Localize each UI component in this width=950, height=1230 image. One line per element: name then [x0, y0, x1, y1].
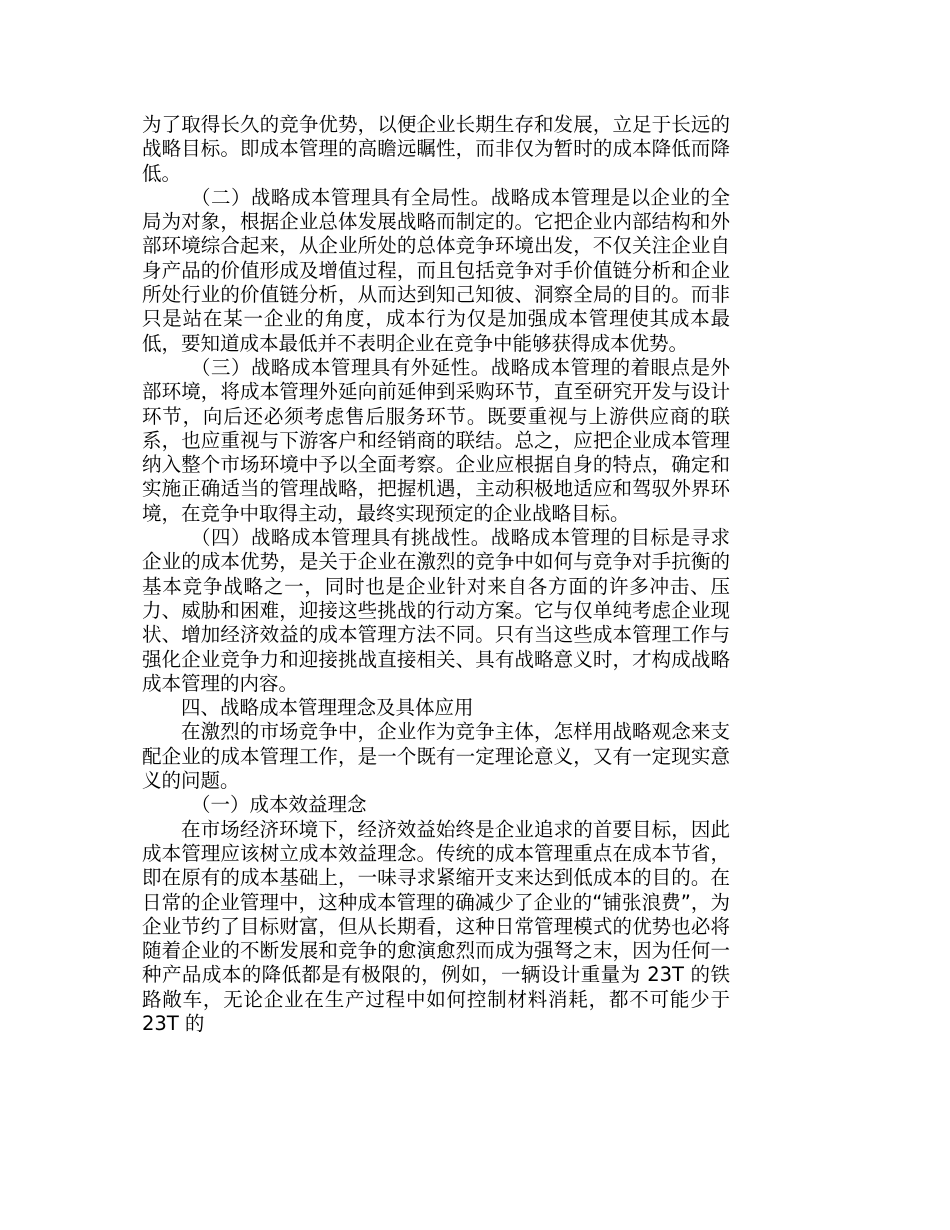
paragraph-5: 在激烈的市场竞争中，企业作为竞争主体，怎样用战略观念来支配企业的成本管理工作，是一个既有一定理论意义，又有一定现实意义的问题。 — [142, 720, 730, 793]
paragraph-4: （四）战略成本管理具有挑战性。战略成本管理的目标是寻求企业的成本优势，是关于企业在激烈的竞争中如何与竞争对手抗衡的基本竞争战略之一，同时也是企业针对来自各方面的许多冲击、压力、威胁和困难，迎接这些挑战的行动方案。它与仅单纯考虑企业现状、增加经济效益的成本管理方法不同。只有当这些成本管理工作与强化企业竞争力和迎接挑战直接相关、具有战略意义时，才构成战略成本管理的内容。 — [142, 526, 730, 695]
paragraph-3: （三）战略成本管理具有外延性。战略成本管理的着眼点是外部环境，将成本管理外延向前延伸到采购环节，直至研究开发与设计环节，向后还必须考虑售后服务环节。既要重视与上游供应商的联系，也应重视与下游客户和经销商的联结。总之，应把企业成本管理纳入整个市场环境中予以全面考察。企业应根据自身的特点，确定和实施正确适当的管理战略，把握机遇，主动积极地适应和驾驭外界环境，在竞争中取得主动，最终实现预定的企业战略目标。 — [142, 355, 730, 525]
subsection-heading-1: （一）成本效益理念 — [191, 793, 367, 817]
paragraph-6: 在市场经济环境下，经济效益始终是企业追求的首要目标，因此成本管理应该树立成本效益理念。传统的成本管理重点在成本节省，即在原有的成本基础上，一味寻求紧缩开支来达到低成本的目的。在日常的企业管理中，这种成本管理的确减少了企业的“铺张浪费”，为企业节约了目标财富，但从长期看，这种日常管理模式的优势也必将随着企业的不断发展和竞争的愈演愈烈而成为强弩之末，因为任何一种产品成本的降低都是有极限的，例如，一辆设计重量为 23T 的铁路敞车，无论企业在生产过程中如何控制材料消耗，都不可能少于 23T 的 — [142, 817, 730, 1035]
paragraph-2: （二）战略成本管理具有全局性。战略成本管理是以企业的全局为对象，根据企业总体发展战略而制定的。它把企业内部结构和外部环境综合起来，从企业所处的总体竞争环境出发，不仅关注企业自身产品的价值形成及增值过程，而且包括竞争对手价值链分析和企业所处行业的价值链分析，从而达到知己知彼、洞察全局的目的。而非只是站在某一企业的角度，成本行为仅是加强成本管理使其成本最低，要知道成本最低并不表明企业在竞争中能够获得成本优势。 — [142, 185, 730, 355]
section-heading-4: 四、战略成本管理理念及具体应用 — [181, 696, 474, 720]
paragraph-1: 为了取得长久的竞争优势，以便企业长期生存和发展，立足于长远的战略目标。即成本管理的高瞻远瞩性，而非仅为暂时的成本降低而降低。 — [142, 113, 730, 185]
document-page — [142, 113, 730, 1036]
